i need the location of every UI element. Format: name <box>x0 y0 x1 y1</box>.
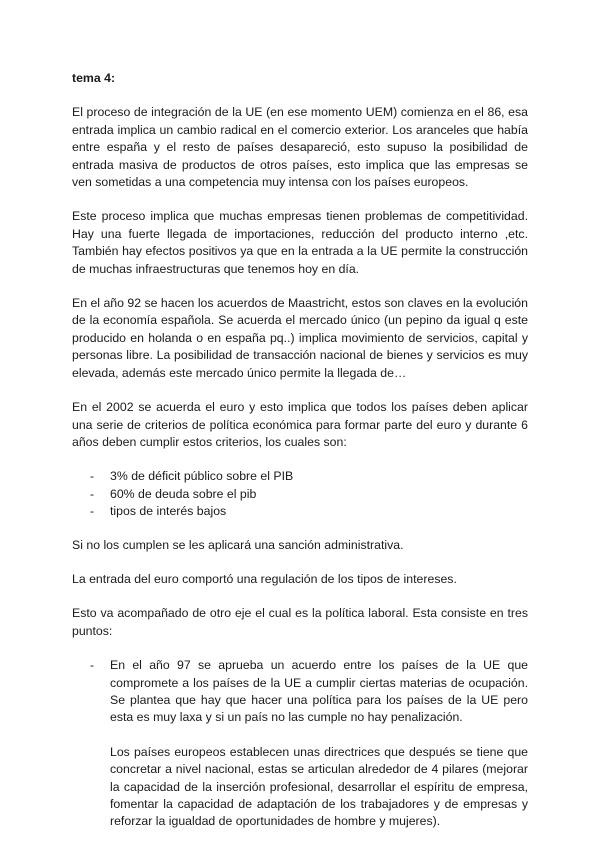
criteria-item <box>72 468 528 485</box>
document-page <box>72 70 528 848</box>
labour-point-item <box>72 657 528 831</box>
paragraph-sanction: Si no los cumplen se les aplicará una sanción administrativa. <box>72 537 404 552</box>
paragraph-integration: El proceso de integración de la UE (en ese momento UEM) comienza en el 86, esa entrada implica un cambio radical en el comercio exterior. Los aranceles que había entre españa y el resto de países desapareció, esto supuso la posibilidad de entrada masiva de productos de otros países, esto implica que las empresas se ven sometidas a una competencia muy intensa con los países europeos. <box>72 105 528 190</box>
document-title: tema 4: <box>72 71 116 85</box>
criteria-item-text: 3% de déficit público sobre el PIB <box>110 469 294 484</box>
labour-points-list <box>72 657 528 831</box>
paragraph-competitiveness: Este proceso implica que muchas empresas tienen problemas de competitividad. Hay una fuerte llegada de importaciones, reducción del producto interno ,etc. También hay efectos positivos ya que en la entrada a la UE permite la construcción de muchas infraestructuras que tenemos hoy en día. <box>72 209 528 276</box>
labour-point-text: En el año 97 se aprueba un acuerdo entre los países de la UE que compromete a los países de la UE a cumplir ciertas materias de ocupación. Se plantea que hay que hacer una política para los países de la UE pero esta es muy laxa y si un país no las cumple no hay penalización. <box>110 658 528 725</box>
criteria-list <box>72 468 528 520</box>
criteria-item <box>72 503 528 520</box>
dash-bullet-icon: - <box>90 486 95 501</box>
paragraph-interest-rates: La entrada del euro comportó una regulación de los tipos de intereses. <box>72 571 457 586</box>
paragraph-maastricht: En el año 92 se hacen los acuerdos de Maastricht, estos son claves en la evolución de la economía española. Se acuerda el mercado único (un pepino da igual q este producido en holanda o en españa pq..) implica movimiento de servicios, capital y personas libre. La posibilidad de transacción nacional de bienes y servicios es muy elevada, además este mercado único permite la llegada de… <box>72 296 528 380</box>
paragraph-euro: En el 2002 se acuerda el euro y esto implica que todos los países deben aplicar una serie de criterios de política económica para formar parte del euro y durante 6 años deben cumplir estos criterios, los cuales son: <box>72 400 528 449</box>
dash-bullet-icon: - <box>90 658 95 673</box>
criteria-item-text: 60% de deuda sobre el pib <box>110 486 257 501</box>
dash-bullet-icon: - <box>90 504 95 519</box>
criteria-item-text: tipos de interés bajos <box>110 504 227 519</box>
criteria-item <box>72 486 528 503</box>
labour-point-continuation: Los países europeos establecen unas directrices que después se tiene que concretar a nivel nacional, estas se articulan alrededor de 4 pilares (mejorar la capacidad de la inserción profesional, desarrollar el espíritu de empresa, fomentar la capacidad de adaptación de los trabajadores y de empresas y reforzar la igualdad de oportunidades de hombre y mujeres). <box>110 744 528 829</box>
dash-bullet-icon: - <box>90 469 95 484</box>
paragraph-labour-policy: Esto va acompañado de otro eje el cual es la política laboral. Esta consiste en tres puntos: <box>72 606 528 638</box>
